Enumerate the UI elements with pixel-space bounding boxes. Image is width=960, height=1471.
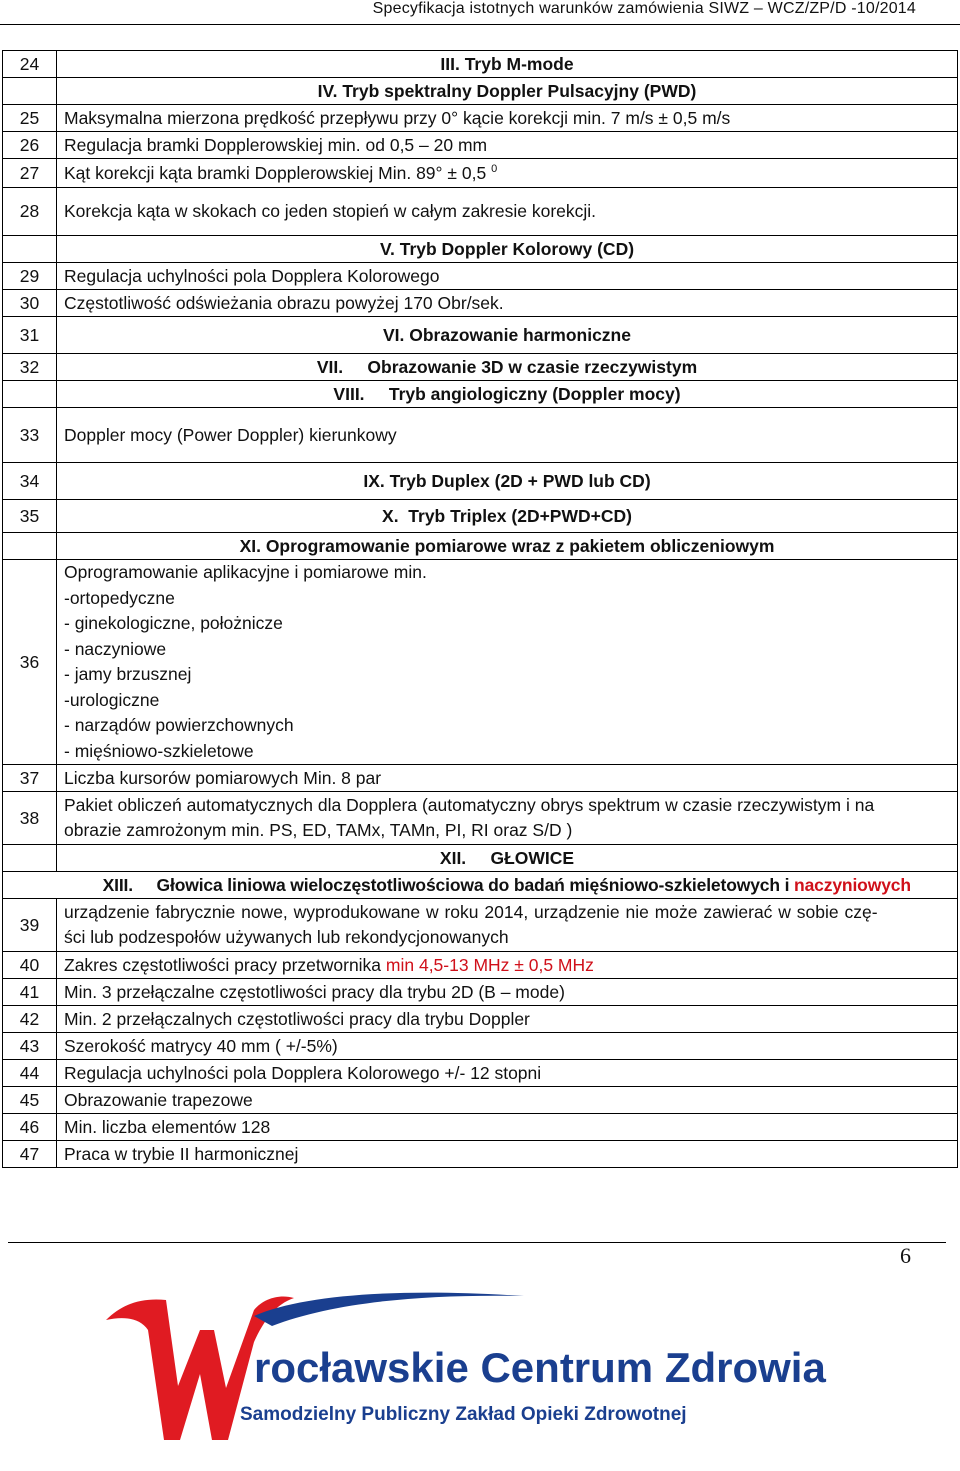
- row-text: Regulacja bramki Dopplerowskiej min. od 0,5 – 20 mm: [57, 132, 958, 159]
- table-row: [3, 792, 958, 845]
- row-text: Korekcja kąta w skokach co jeden stopień w całym zakresie korekcji.: [57, 188, 958, 236]
- table-row: [3, 159, 958, 188]
- table-row: [3, 952, 958, 979]
- header-divider: [0, 24, 960, 25]
- list-line: Oprogramowanie aplikacyjne i pomiarowe min.: [64, 562, 427, 582]
- section-heading: III. Tryb M-mode: [57, 51, 958, 78]
- row-text: Min. 3 przełączalne częstotliwości pracy dla trybu 2D (B – mode): [57, 979, 958, 1006]
- row-number: 24: [3, 51, 57, 78]
- table-row: [3, 354, 958, 381]
- row-number: 43: [3, 1033, 57, 1060]
- table-row: [3, 132, 958, 159]
- table-row: [3, 78, 958, 105]
- row-text: Szerokość matrycy 40 mm ( +/-5%): [57, 1033, 958, 1060]
- row-text: Min. liczba elementów 128: [57, 1114, 958, 1141]
- list-line: - narządów powierzchownych: [64, 715, 294, 735]
- table-row: [3, 1114, 958, 1141]
- table-row: [3, 1060, 958, 1087]
- table-row: [3, 1141, 958, 1168]
- row-number: 34: [3, 463, 57, 500]
- row-text: Zakres częstotliwości pracy przetwornika min 4,5-13 MHz ± 0,5 MHz: [57, 952, 958, 979]
- row-number: 28: [3, 188, 57, 236]
- section-heading: XIII. Głowica liniowa wieloczęstotliwościowa do badań mięśniowo-szkieletowych i naczyniowych: [57, 872, 958, 899]
- row-number: 32: [3, 354, 57, 381]
- logo-tagline: Samodzielny Publiczny Zakład Opieki Zdrowotnej: [240, 1404, 687, 1425]
- section-heading: XI. Oprogramowanie pomiarowe wraz z pakietem obliczeniowym: [57, 533, 958, 560]
- table-row: [3, 188, 958, 236]
- section-heading: VIII. Tryb angiologiczny (Doppler mocy): [57, 381, 958, 408]
- row-text: Liczba kursorów pomiarowych Min. 8 par: [57, 765, 958, 792]
- row-number: 36: [3, 560, 57, 765]
- row-number: 26: [3, 132, 57, 159]
- table-row: [3, 263, 958, 290]
- section-heading: X. Tryb Triplex (2D+PWD+CD): [57, 500, 958, 533]
- section-heading: IX. Tryb Duplex (2D + PWD lub CD): [57, 463, 958, 500]
- row-number: 40: [3, 952, 57, 979]
- row-number: 47: [3, 1141, 57, 1168]
- row-text: Pakiet obliczeń automatycznych dla Dopplera (automatyczny obrys spektrum w czasie rzeczywistym i na obrazie zamrożonym min. PS, ED, TAMx, TAMn, PI, RI oraz S/D ): [57, 792, 958, 845]
- section-heading: V. Tryb Doppler Kolorowy (CD): [57, 236, 958, 263]
- table-row: [3, 1033, 958, 1060]
- table-row: [3, 1087, 958, 1114]
- row-text: Częstotliwość odświeżania obrazu powyżej 170 Obr/sek.: [57, 290, 958, 317]
- row-number: 25: [3, 105, 57, 132]
- row-text: Praca w trybie II harmonicznej: [57, 1141, 958, 1168]
- row-text: Obrazowanie trapezowe: [57, 1087, 958, 1114]
- list-line: - naczyniowe: [64, 638, 167, 659]
- row-text: urządzenie fabrycznie nowe, wyprodukowane w roku 2014, urządzenie nie może zawierać w sobie czę- ści lub podzespołów używanych lub rekondycjonowanych: [57, 899, 958, 952]
- table-row: [3, 317, 958, 354]
- row-number: 27: [3, 159, 57, 188]
- table-row: [3, 979, 958, 1006]
- table-row: [3, 463, 958, 500]
- table-row: [3, 381, 958, 408]
- row-number: 45: [3, 1087, 57, 1114]
- table-row: [3, 408, 958, 463]
- page-header-title: Specyfikacja istotnych warunków zamówienia SIWZ – WCZ/ZP/D -10/2014: [372, 0, 916, 17]
- row-number: 41: [3, 979, 57, 1006]
- list-line: -ortopedyczne: [64, 587, 175, 608]
- row-number: 37: [3, 765, 57, 792]
- table-row: [3, 533, 958, 560]
- logo-swoosh: [254, 1293, 524, 1326]
- section-heading: IV. Tryb spektralny Doppler Pulsacyjny (PWD): [57, 78, 958, 105]
- table-row: [3, 51, 958, 78]
- section-heading: VII. Obrazowanie 3D w czasie rzeczywistym: [57, 354, 958, 381]
- specification-table: [2, 50, 958, 1168]
- row-number: 29: [3, 263, 57, 290]
- table-row: [3, 845, 958, 872]
- row-number: 35: [3, 500, 57, 533]
- wroclawskie-centrum-zdrowia-logo: [104, 1290, 864, 1450]
- row-text: Kąt korekcji kąta bramki Dopplerowskiej Min. 89° ± 0,5 $^0$: [57, 159, 958, 188]
- table-row: [3, 500, 958, 533]
- row-number: 39: [3, 899, 57, 952]
- footer-divider: [8, 1242, 946, 1243]
- table-row: [3, 1006, 958, 1033]
- section-heading: VI. Obrazowanie harmoniczne: [57, 317, 958, 354]
- list-line: - jamy brzusznej: [64, 664, 192, 684]
- list-line: -urologiczne: [64, 689, 160, 710]
- row-number: 30: [3, 290, 57, 317]
- logo-name: rocławskie Centrum Zdrowia: [254, 1344, 826, 1391]
- table-row: [3, 290, 958, 317]
- row-text: Regulacja uchylności pola Dopplera Kolorowego +/- 12 stopni: [57, 1060, 958, 1087]
- row-number: 31: [3, 317, 57, 354]
- row-text: Regulacja uchylności pola Dopplera Kolorowego: [57, 263, 958, 290]
- table-row: [3, 560, 958, 765]
- table-row: [3, 105, 958, 132]
- row-number: 44: [3, 1060, 57, 1087]
- table-row: [3, 765, 958, 792]
- section-heading: XII. GŁOWICE: [57, 845, 958, 872]
- row-text: Doppler mocy (Power Doppler) kierunkowy: [57, 408, 958, 463]
- table-row: [3, 899, 958, 952]
- list-line: - mięśniowo-szkieletowe: [64, 740, 254, 761]
- row-text-list: [57, 560, 958, 765]
- row-number: 42: [3, 1006, 57, 1033]
- row-text: Min. 2 przełączalnych częstotliwości pracy dla trybu Doppler: [57, 1006, 958, 1033]
- table-row: [3, 236, 958, 263]
- row-number: 46: [3, 1114, 57, 1141]
- row-text: Maksymalna mierzona prędkość przepływu przy 0° kącie korekcji min. 7 m/s ± 0,5 m/s: [57, 105, 958, 132]
- row-number: 38: [3, 792, 57, 845]
- page-number: 6: [900, 1243, 911, 1268]
- table-row: [3, 872, 958, 899]
- row-number: 33: [3, 408, 57, 463]
- list-line: - ginekologiczne, położnicze: [64, 613, 283, 633]
